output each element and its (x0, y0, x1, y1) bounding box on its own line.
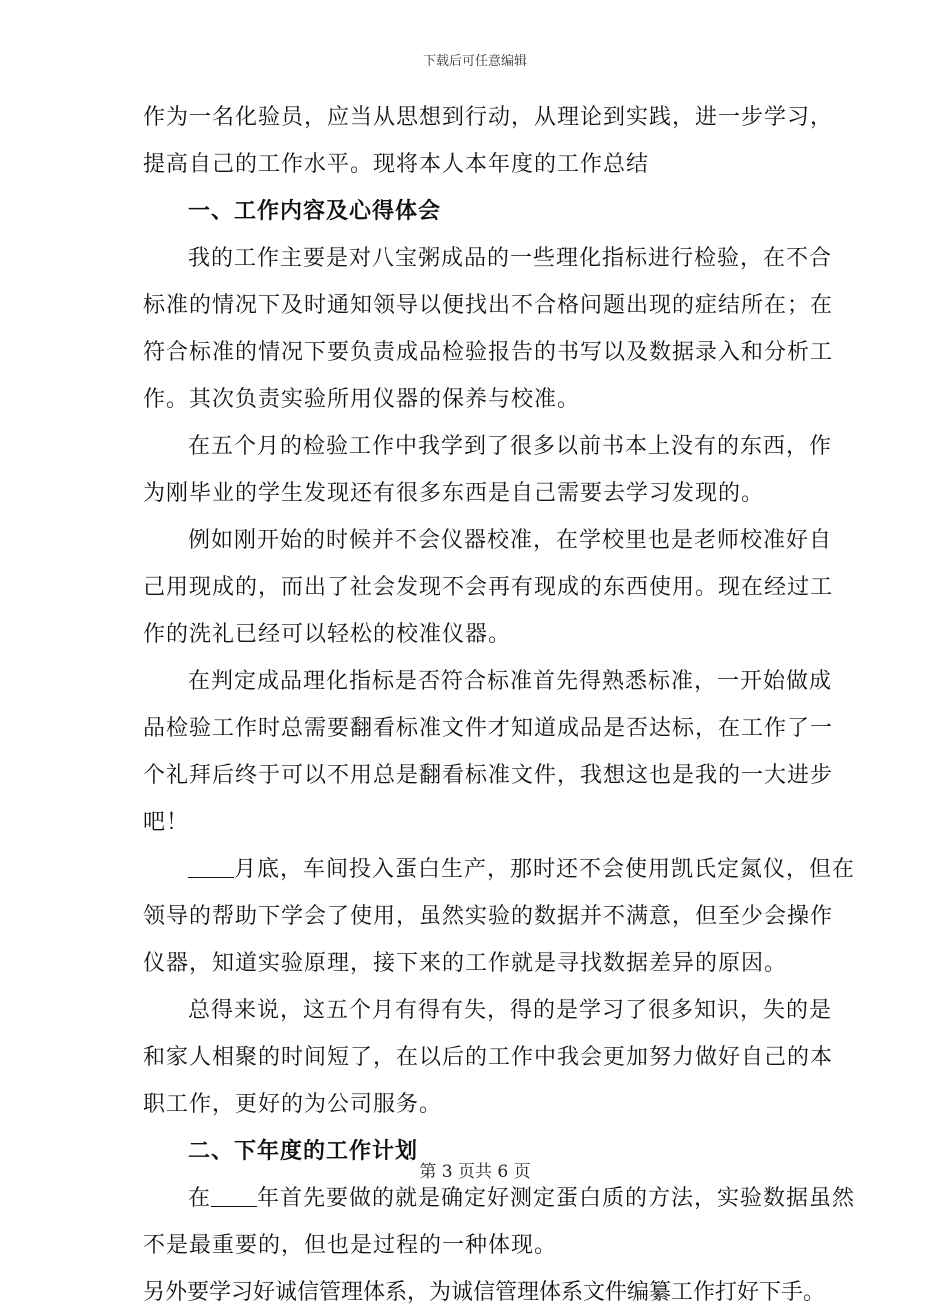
line-text: 在五个月的检验工作中我学到了很多以前书本上没有的东西，作 (188, 434, 833, 459)
paragraph-line (143, 987, 833, 1034)
fill-in-blank (211, 1184, 257, 1207)
line-text: 职工作，更好的为公司服务。 (143, 1092, 443, 1117)
paragraph-line (143, 564, 834, 611)
line-text: 符合标准的情况下要负责成品检验报告的书写以及数据录入和分析工 (143, 340, 834, 365)
paragraph-line (143, 1175, 856, 1222)
paragraph-line (143, 470, 815, 517)
line-text: 作的洗礼已经可以轻松的校准仪器。 (143, 622, 512, 647)
paragraph-line (143, 1222, 815, 1269)
paragraph-line (143, 423, 833, 470)
line-text: 领导的帮助下学会了使用，虽然实验的数据并不满意，但至少会操作 (143, 904, 834, 929)
paragraph-line (143, 799, 815, 846)
paragraph-line (143, 517, 833, 564)
paragraph-line (143, 1269, 826, 1316)
paragraph-line (143, 329, 834, 376)
line-text: 例如刚开始的时候并不会仪器校准，在学校里也是老师校准好自 (188, 528, 833, 553)
line-text: 年首先要做的就是确定好测定蛋白质的方法，实验数据虽然 (257, 1186, 856, 1211)
paragraph-line (143, 1034, 834, 1081)
paragraph-line (143, 282, 834, 329)
paragraph-line (143, 376, 815, 423)
paragraph-line (143, 1081, 815, 1128)
paragraph-line (143, 846, 856, 893)
line-text: 另外要学习好诚信管理体系，为诚信管理体系文件编纂工作打好下手。 (143, 1280, 826, 1305)
line-text: 一、工作内容及心得体会 (188, 198, 442, 224)
paragraph-line (143, 141, 815, 188)
line-text: 不是最重要的，但也是过程的一种体现。 (143, 1233, 558, 1258)
line-text: 仪器，知道实验原理，接下来的工作就是寻找数据差异的原因。 (143, 951, 788, 976)
line-text: 吧！ (143, 810, 190, 835)
paragraph-line (143, 235, 833, 282)
line-text: 二、下年度的工作计划 (188, 1138, 419, 1164)
paragraph-line (143, 94, 834, 141)
paragraph-line (143, 611, 815, 658)
line-text: 我的工作主要是对八宝粥成品的一些理化指标进行检验，在不合 (188, 246, 833, 271)
line-text: 月底，车间投入蛋白生产，那时还不会使用凯氏定氮仪，但在 (234, 857, 856, 882)
section-heading (143, 188, 815, 235)
page-header: 下载后可任意编辑 (422, 54, 527, 69)
line-text: 提高自己的工作水平。现将本人本年度的工作总结 (143, 152, 650, 177)
line-text: 和家人相聚的时间短了，在以后的工作中我会更加努力做好自己的本 (143, 1045, 834, 1070)
document-body (143, 94, 856, 1316)
line-prefix: 在 (188, 1186, 212, 1211)
line-text: 己用现成的，而出了社会发现不会再有现成的东西使用。现在经过工 (143, 575, 834, 600)
paragraph-line (143, 893, 834, 940)
line-text: 作。其次负责实验所用仪器的保养与校准。 (143, 387, 581, 412)
line-text: 品检验工作时总需要翻看标准文件才知道成品是否达标，在工作了一 (143, 716, 834, 741)
line-text: 标准的情况下及时通知领导以便找出不合格问题出现的症结所在；在 (143, 293, 834, 318)
line-text: 总得来说，这五个月有得有失，得的是学习了很多知识，失的是 (188, 998, 833, 1023)
line-text: 在判定成品理化指标是否符合标准首先得熟悉标准，一开始做成 (188, 669, 833, 694)
line-text: 为刚毕业的学生发现还有很多东西是自己需要去学习发现的。 (143, 481, 765, 506)
page-footer: 第 3 页共 6 页 (419, 1162, 531, 1182)
paragraph-line (143, 705, 834, 752)
paragraph-line (143, 658, 833, 705)
fill-in-blank (188, 855, 234, 878)
line-text: 作为一名化验员，应当从思想到行动，从理论到实践，进一步学习， (143, 105, 834, 130)
paragraph-line (143, 752, 834, 799)
paragraph-line (143, 940, 815, 987)
line-text: 个礼拜后终于可以不用总是翻看标准文件，我想这也是我的一大进步 (143, 763, 834, 788)
